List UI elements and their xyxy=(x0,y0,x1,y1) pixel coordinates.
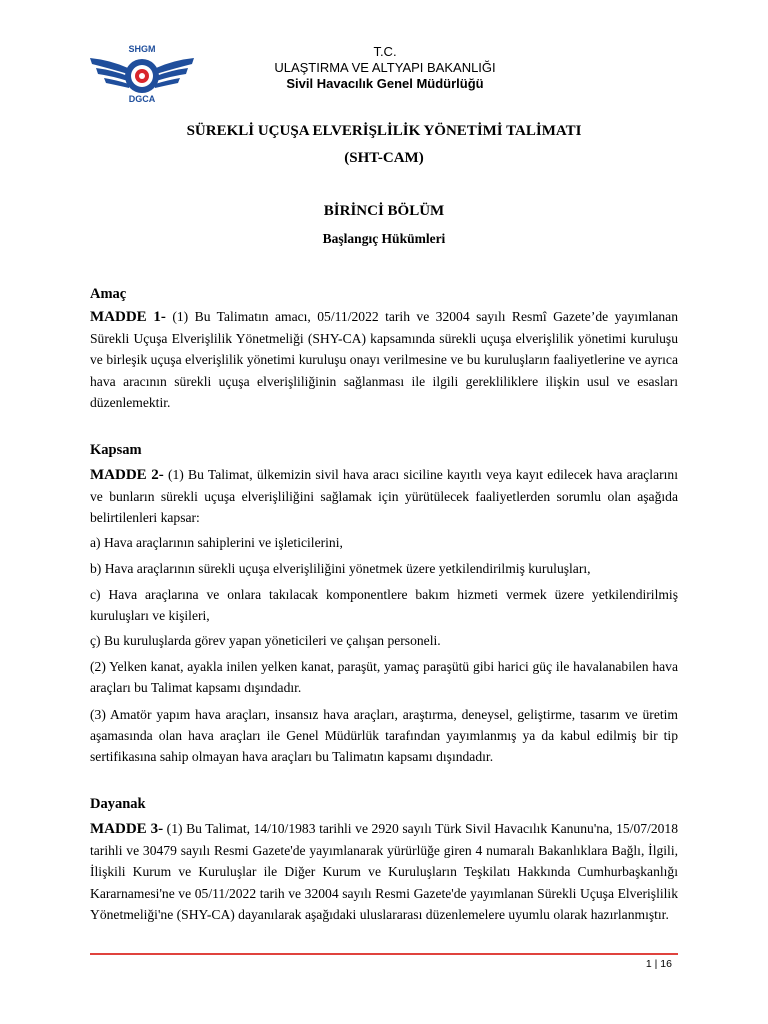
ministry-header xyxy=(230,44,540,92)
document-title: SÜREKLİ UÇUŞA ELVERİŞLİLİK YÖNETİMİ TALİMATI xyxy=(186,123,582,139)
section-heading-kapsam: Kapsam xyxy=(90,442,142,458)
shgm-logo xyxy=(88,38,196,104)
list-item: ç) Bu kuruluşlarda görev yapan yöneticileri ve çalışan personeli. xyxy=(90,633,441,648)
paragraph-madde-2 xyxy=(90,464,678,529)
chapter-subtitle: Başlangıç Hükümleri xyxy=(322,231,446,246)
section-heading-amac: Amaç xyxy=(90,286,127,302)
paragraph-madde-1 xyxy=(90,306,678,413)
header-line-ministry: ULAŞTIRMA VE ALTYAPI BAKANLIĞI xyxy=(274,60,496,75)
chapter-title: BİRİNCİ BÖLÜM xyxy=(323,203,445,219)
logo-top-text: SHGM xyxy=(128,44,156,54)
footer-rule xyxy=(90,953,678,955)
madde-label: MADDE 1- xyxy=(90,309,166,325)
madde-text: (1) Bu Talimat, ülkemizin sivil hava aracı siciline kayıtlı veya kayıt edilecek hava araçlarını ve bunların sürekli uçuşa elverişliliğini sağlamak için yürütülecek faaliyetlerden sorumlu olan aşağıda belirtilenleri kapsar: xyxy=(90,467,678,526)
madde-label: MADDE 3- xyxy=(90,821,164,837)
section-heading-dayanak: Dayanak xyxy=(90,796,146,812)
list-item: b) Hava araçlarının sürekli uçuşa elverişliliğini yönetmek üzere yetkilendirilmiş kuruluşları, xyxy=(90,561,591,576)
madde-label: MADDE 2- xyxy=(90,467,164,483)
list-item: a) Hava araçlarının sahiplerini ve işleticilerini, xyxy=(90,535,343,550)
logo-bottom-text: DGCA xyxy=(128,94,156,104)
madde-text: (1) Bu Talimatın amacı, 05/11/2022 tarih ve 32004 sayılı Resmî Gazete’de yayımlanan Sürekli Uçuşa Elverişlilik Yönetmeliği (SHY-CA) kapsamında sürekli uçuşa elverişlilik yönetimi kuruluşu ve birleşik uçuşa elverişlilik yönetimi kuruluşu onayı verilmesine ve bu kuruluşların faaliyetlerine ve ayrıca hava aracının sürekli uçuşa elverişliliğinin sağlanması ile ilgili gerekliliklere ilişkin usul ve esasları düzenlemektir. xyxy=(90,309,679,410)
list-item: c) Hava araçlarına ve onlara takılacak komponentlere bakım hizmeti vermek üzere yetkilendirilmiş kuruluşları ve kişileri, xyxy=(90,587,678,624)
page-number: 1 | 16 xyxy=(645,958,672,970)
madde-text: (1) Bu Talimat, 14/10/1983 tarihli ve 2920 sayılı Türk Sivil Havacılık Kanunu'na, 15/07/2018 tarihli ve 30479 sayılı Resmi Gazete'de yayımlanarak yürürlüğe giren 4 numaralı Bakanlıklara Bağlı, İlgili, İlişkili Kurum ve Kuruluşlar ile Diğer Kurum ve Kuruluşların Teşkilatı Hakkında Cumhurbaşkanlığı Kararnamesi'ne ve 05/11/2022 tarih ve 32004 sayılı Resmi Gazete'de yayımlanan Sürekli Uçuşa Elverişlilik Yönetmeliği'ne (SHY-CA) dayanılarak aşağıdaki uluslararası düzenlemelere uyumlu olarak hazırlanmıştır. xyxy=(90,821,679,922)
paragraph-kapsam-3: (3) Amatör yapım hava araçları, insansız hava araçları, araştırma, deneysel, geliştirme, tasarım ve üretim aşamasında olan hava araçları ile Genel Müdürlük tarafından yayımlanmış ya da kabul edilmiş bir tip sertifikasına sahip olmayan hava araçları bu Talimatın kapsamı dışındadır. xyxy=(90,707,678,765)
document-code: (SHT-CAM) xyxy=(344,150,424,166)
header-line-directorate: Sivil Havacılık Genel Müdürlüğü xyxy=(286,76,484,91)
paragraph-kapsam-2: (2) Yelken kanat, ayakla inilen yelken kanat, paraşüt, yamaç paraşütü gibi harici güç ile havalanabilen hava araçları bu Talimat kapsamı dışındadır. xyxy=(90,659,678,696)
header-line-tc: T.C. xyxy=(373,44,397,59)
paragraph-madde-3 xyxy=(90,818,678,925)
